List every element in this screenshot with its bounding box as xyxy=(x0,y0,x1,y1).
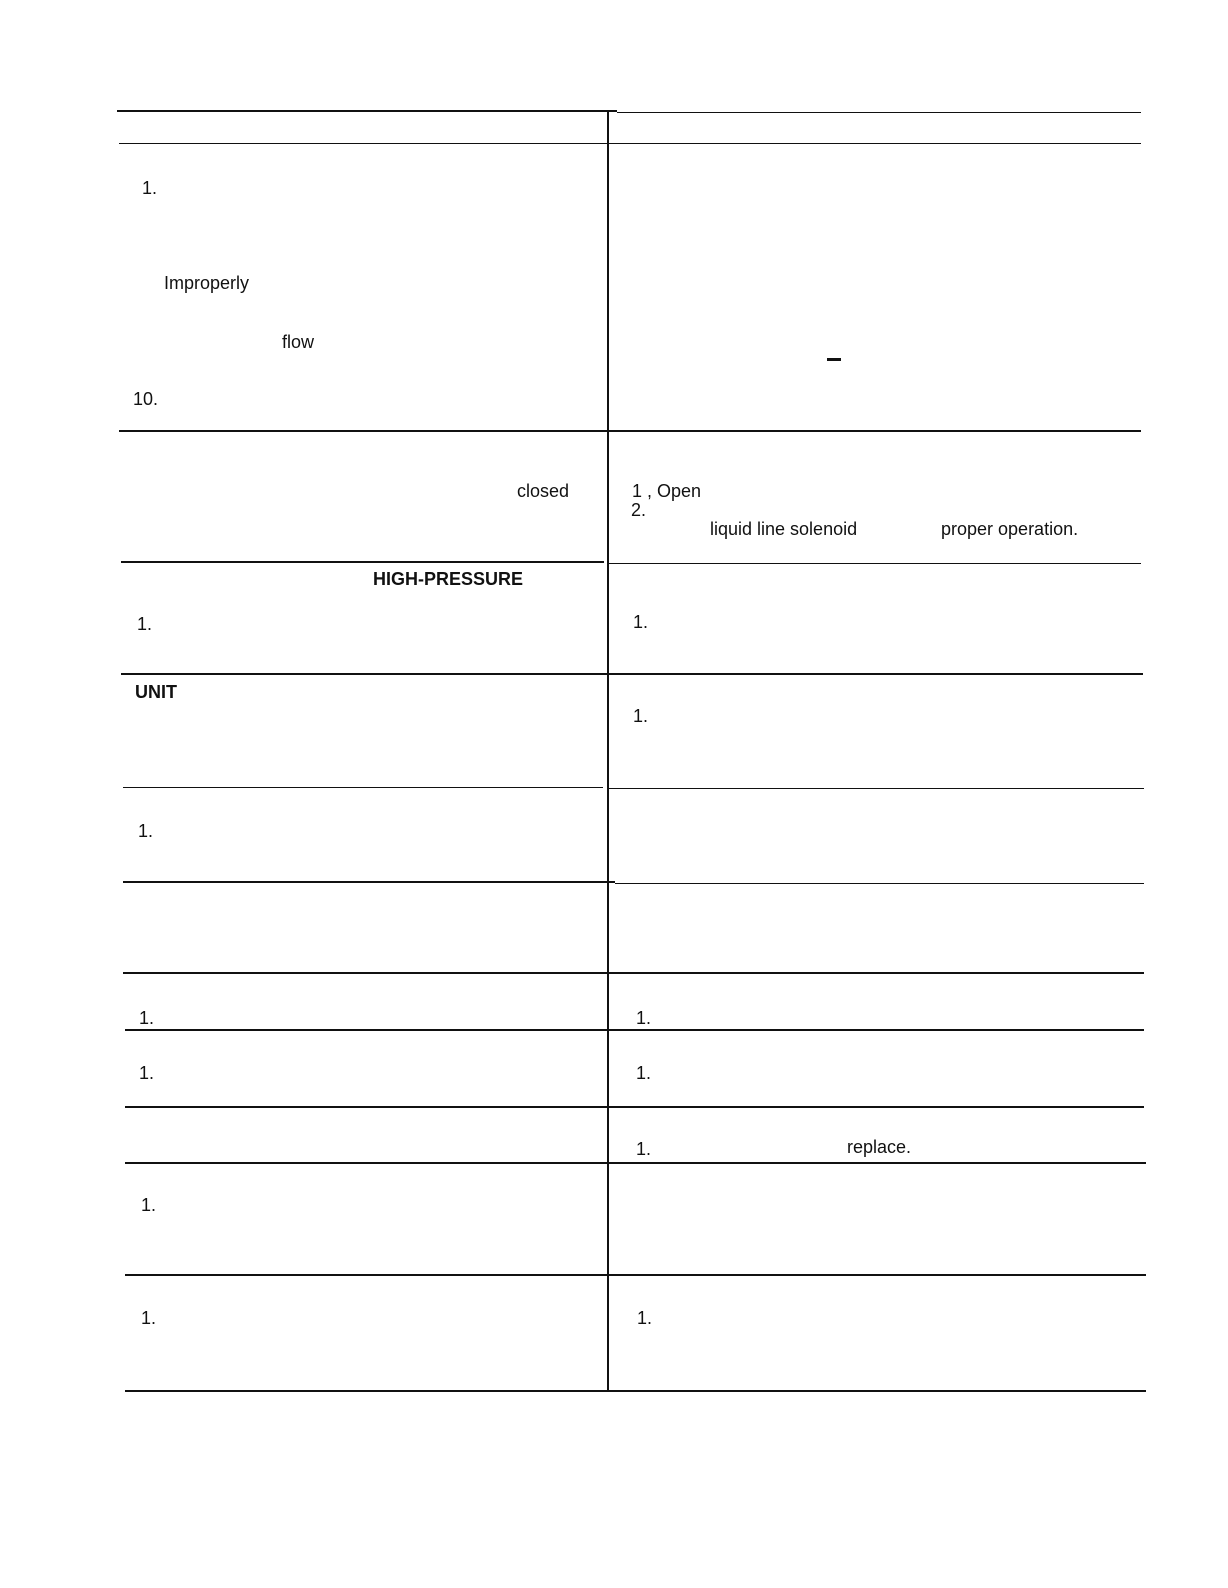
table-top-rule-right xyxy=(617,112,1141,113)
row-rule xyxy=(125,1162,1146,1164)
cell-text: replace. xyxy=(847,1137,912,1157)
row-heading: HIGH-PRESSURE xyxy=(373,569,524,589)
row-rule xyxy=(121,673,1143,675)
list-item-number: 1. xyxy=(141,1195,157,1215)
row-rule xyxy=(123,972,1144,974)
cell-text: Improperly xyxy=(164,273,250,293)
cell-text: liquid line solenoid xyxy=(710,519,858,539)
list-item-number: 1. xyxy=(139,1063,155,1083)
list-item-number: 1. xyxy=(139,1008,155,1028)
list-item-number: 1. xyxy=(636,1139,652,1159)
row-rule xyxy=(123,787,603,788)
list-item-number: 1. xyxy=(636,1063,652,1083)
list-item-number: 1. xyxy=(636,1008,652,1028)
row-rule xyxy=(615,883,1144,884)
list-item-number: 10. xyxy=(133,389,159,409)
row-rule xyxy=(609,563,1141,564)
list-item-number: 1. xyxy=(633,706,649,726)
table-top-rule-left xyxy=(117,110,617,112)
cell-text: closed xyxy=(517,481,570,501)
list-item-number: 1. xyxy=(141,1308,157,1328)
row-rule xyxy=(609,788,1144,789)
row-rule xyxy=(123,881,615,883)
row-rule xyxy=(125,1274,1146,1276)
cell-text: proper operation. xyxy=(941,519,1079,539)
row-rule xyxy=(125,1029,1144,1031)
dash-mark xyxy=(827,358,841,361)
row-heading: UNIT xyxy=(135,682,177,702)
list-item-number: 1. xyxy=(637,1308,653,1328)
row-rule xyxy=(119,430,1141,432)
list-item-number: 1. xyxy=(142,178,158,198)
cell-text: 1 , Open xyxy=(632,481,702,501)
row-rule xyxy=(121,561,604,563)
cell-text: flow xyxy=(282,332,315,352)
list-item-number: 2. xyxy=(631,500,647,520)
row-rule xyxy=(125,1106,1144,1108)
column-divider xyxy=(607,112,609,1392)
list-item-number: 1. xyxy=(138,821,154,841)
list-item-number: 1. xyxy=(137,614,153,634)
list-item-number: 1. xyxy=(633,612,649,632)
table-bottom-rule xyxy=(125,1390,1146,1392)
header-bottom-rule xyxy=(119,143,1141,144)
